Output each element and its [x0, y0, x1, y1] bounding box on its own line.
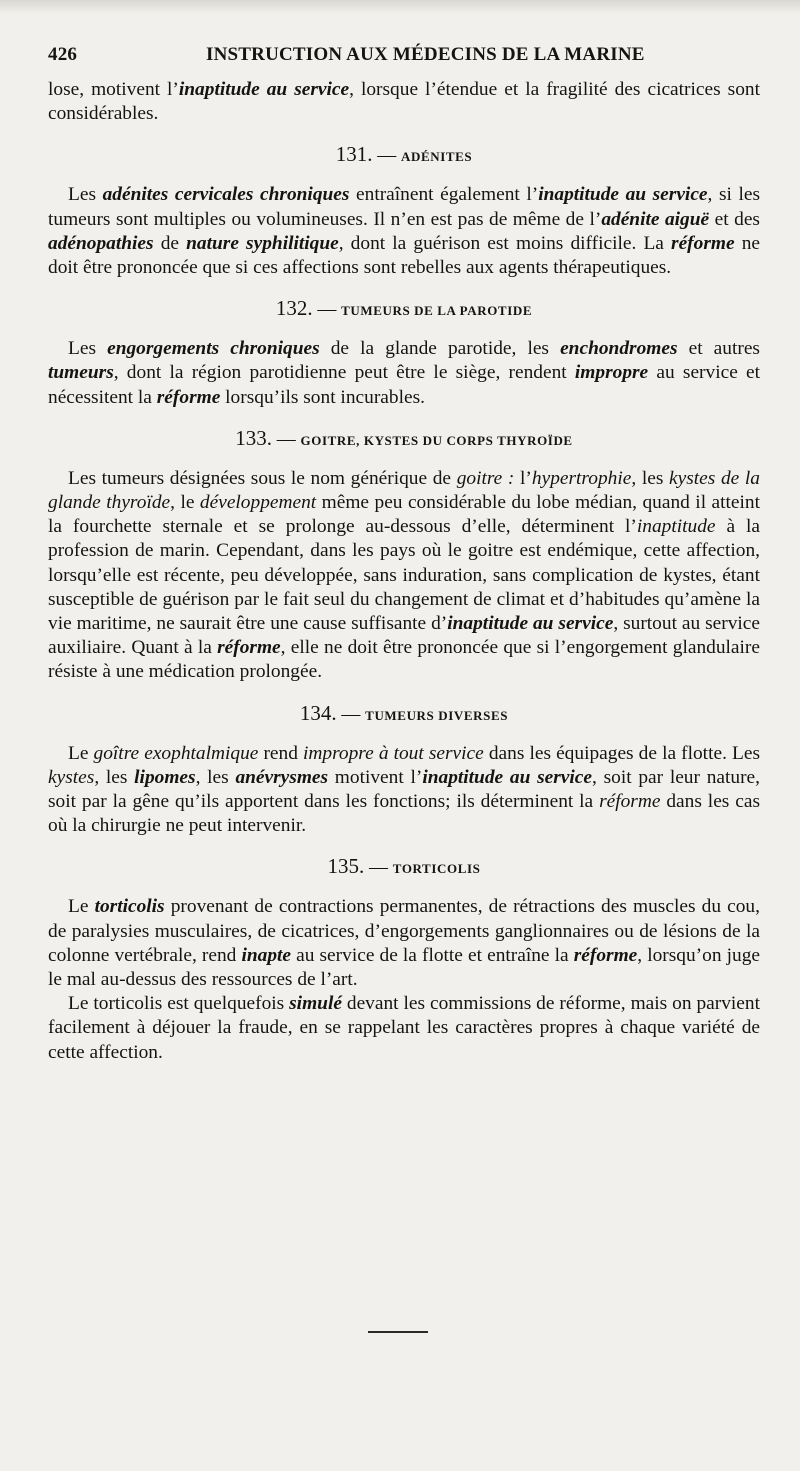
section-number: 131. [335, 142, 373, 167]
section-number: 132. [275, 296, 313, 321]
section-title: TUMEURS DIVERSES [365, 707, 509, 723]
section-134-paragraph: Le goître exophtalmique rend impropre à tout service dans les équipages de la flotte. Les kystes, les lipomes, les anévrysmes motivent l’inaptitude au service, soit par leur nature, soit par la gêne qu’ils apportent dans les fonctions; ils déterminent la réforme dans les cas où la chirurgie ne peut intervenir. [48, 742, 760, 837]
intro-paragraph: lose, motivent l’inaptitude au service, lorsque l’étendue et la fragilité des cicatrices sont considérables. [48, 79, 760, 125]
section-132-heading [48, 296, 760, 323]
section-title: TUMEURS DE LA PAROTIDE [341, 303, 533, 319]
scan-edge [0, 0, 800, 14]
running-title: INSTRUCTION AUX MÉDECINS DE LA MARINE [206, 44, 645, 65]
section-131-heading [48, 142, 760, 169]
section-title: ADÉNITES [400, 149, 473, 165]
section-135-heading [48, 854, 760, 881]
section-135-paragraph-1: Le torticolis provenant de contractions permanentes, de rétractions des muscles du cou, de paralysies musculaires, de cicatrices, d’engorgements ganglionnaires ou de lésions de la colonne vertébrale, rend inapte au service de la flotte et entraîne la réforme, lorsqu’on juge le mal au-dessus des ressources de l’art. [48, 896, 761, 991]
section-title: GOITRE, KYSTES DU CORPS THYROÏDE [300, 432, 573, 448]
section-135-paragraph-2: Le torticolis est quelquefois simulé devant les commissions de réforme, mais on parvient facilement à déjouer la fraude, en se rappelant les caractères propres à chaque variété de cette affection. [48, 993, 760, 1063]
section-number: 133. [235, 425, 273, 450]
section-number: 135. [327, 854, 365, 879]
section-title: TORTICOLIS [392, 861, 481, 877]
running-head [48, 44, 760, 72]
section-dash: — [377, 145, 397, 167]
section-dash: — [341, 703, 361, 725]
section-dash: — [276, 428, 296, 450]
section-131-paragraph: Les adénites cervicales chroniques entraînent également l’inaptitude au service, si les tumeurs sont multiples ou volumineuses. Il n’en est pas de même de l’adénite aiguë et des adénopathies de nature syphilitique, dont la guérison est moins difficile. La réforme ne doit être prononcée que si ces affections sont rebelles aux agents thérapeutiques. [48, 184, 760, 279]
section-132-paragraph: Les engorgements chroniques de la glande parotide, les enchondromes et autres tumeurs, dont la région parotidienne peut être le siège, rendent impropre au service et nécessitent la réforme lorsqu’ils sont incurables. [48, 338, 761, 408]
section-134-heading [48, 701, 760, 728]
end-rule [368, 1331, 428, 1333]
section-133-heading [48, 426, 760, 453]
section-number: 134. [299, 700, 337, 725]
page-number: 426 [48, 44, 78, 65]
section-133-paragraph: Les tumeurs désignées sous le nom générique de goitre : l’hypertrophie, les kystes de la glande thyroïde, le développement même peu considérable du lobe médian, quand il atteint la fourchette sternale et se prolonge au-dessous d’elle, déterminent l’inaptitude à la profession de marin. Cependant, dans les pays où le goitre est endémique, cette affection, lorsqu’elle est récente, peu développée, sans induration, sans complication de kystes, étant susceptible de guérison par le fait seul du changement de climat et d’habitudes qu’amène la vie maritime, ne saurait être une cause suffisante d’inaptitude au service, surtout au service auxiliaire. Quant à la réforme, elle ne doit être prononcée que si l’engorgement glandulaire résiste à une médication prolongée. [48, 467, 761, 683]
section-dash: — [369, 857, 389, 879]
section-dash: — [317, 299, 337, 321]
